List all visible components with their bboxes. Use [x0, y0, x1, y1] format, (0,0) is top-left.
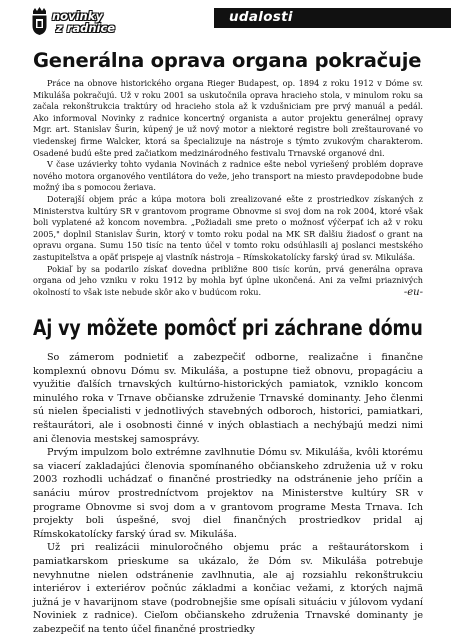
article-paragraph: Už pri realizácii minuloročného objemu prác a reštaurátorskom i pamiatkarskom prieskume sa ukázalo, že Dóm sv. Mikuláša potrebuje nevyhnutne nielen odstránenie zavlhnutia, ale aj rozsiahlu rekonštrukciu interiérov i exteriérov počnúc základmi a končiac vežami, z ktorých najmä južná je v havarijnom stave (podrobnejšie sme opísali situáciu v júlovom vydaní Noviniek z radnice). Cieľom občianskeho združenia Trnavské dominanty je zabezpečiť na tento účel finančné prostriedky — [33, 542, 423, 635]
article-paragraph: Práce na obnove historického organa Rieger Budapest, op. 1894 z roku 1912 v Dóme sv. Mikuláša pokračujú. Už v roku 2001 sa uskutočnila oprava hracieho stola, v minulom roku sa začala rekonštrukcia traktúry od hracieho stola až k vzdušniciam pre prvý manuál a pedál. Ako informoval Novinky z radnice koncertný organista a autor projektu generálnej opravy Mgr. art. Stanislav Šurin, kúpený je už nový motor a niektoré registre boli zreštaurované vo viedenskej firme Walcker, ktorá sa špecializuje na nástroje s týmto zvukovým charakterom. Osadené budú ešte pred začiatkom medzinárodného festivalu Trnavské organové dni. — [33, 78, 423, 158]
article-paragraph: Pokiaľ by sa podarilo získať dovedna približne 800 tisíc korún, prvá generálna oprava organa od jeho vzniku v roku 1912 by mohla byť úplne ukončená. Ani za veľmi priaznivých okolností to však iste nebude skôr ako v budúcom roku. -eu- — [33, 263, 423, 298]
author-signature: -eu- — [403, 286, 423, 298]
article-paragraph: V čase uzávierky tohto vydania Novinách z radnice ešte nebol vyriešený problém doprave nového motora organového ventilátora do veže, jeho transport na miesto pravdepodobne bude možný iba s pomocou žeriava. — [33, 159, 423, 193]
masthead-logo: novinky z radnice — [52, 9, 116, 35]
town-crest-icon — [31, 6, 48, 36]
article-body — [33, 78, 423, 298]
article-body — [33, 351, 423, 636]
article-paragraph: Doterajší objem prác a kúpa motora boli zrealizované ešte z prostriedkov získaných z Ministerstva kultúry SR v grantovom programe Obnovme si svoj dom na rok 2004, ktoré však boli vyplatené až koncom novembra. „Požiadali sme preto o možnosť výčerpať ich až v roku 2005," doplnil Stanislav Šurin, ktorý v tomto roku podal na MK SR ďalšiu žiadosť o grant na opravu organa. Sumu 150 tisíc na tento účel v tomto roku odsúhlasili aj poslanci mestského zastupiteľstva a opäť prispeje aj vlastník nástroja – Rímskokatolícky farský úrad sv. Mikuláša. — [33, 193, 423, 262]
article-paragraph: So zámerom podnietiť a zabezpečiť odborne, realizačne i finančne komplexnú obnovu Dómu sv. Mikuláša, a postupne tiež obnovu, propagáciu a využitie ďalších trnavských kultúrno-historických pamiatok, vzniklo koncom minulého roka v Trnave občianske združenie Trnavské dominanty. Jeho členmi sú nielen špecialisti v jednotlivých stavebných odboroch, historici, pamiatkari, reštaurátori, ale i osobnosti činné v iných oblastiach a nechýbajú medzi nimi ani členovia mestskej samosprávy. — [33, 352, 423, 445]
article-title: Generálna oprava organa pokračuje — [33, 49, 422, 72]
article-title: Aj vy môžete pomôcť pri záchrane dómu — [33, 316, 423, 340]
section-label: udalosti — [229, 9, 293, 25]
article-paragraph: Prvým impulzom bolo extrémne zavlhnutie Dómu sv. Mikuláša, kvôli ktorému sa viacerí zakladajúci členovia spomínaného občianskeho združenia už v roku 2003 rozhodli uchádzať o finančné prostriedky na odstránenie jeho príčin a sanáciu múrov prostredníctvom projektov na Ministerstve kultúry SR v programe Obnovme si svoj dom a v grantovom programe Mesta Trnava. Ich projekty boli úspešné, svoj diel finančných prostriedkov pridal aj Rímskokatolícky farský úrad sv. Mikuláša. — [33, 447, 423, 540]
page-header — [0, 0, 451, 44]
